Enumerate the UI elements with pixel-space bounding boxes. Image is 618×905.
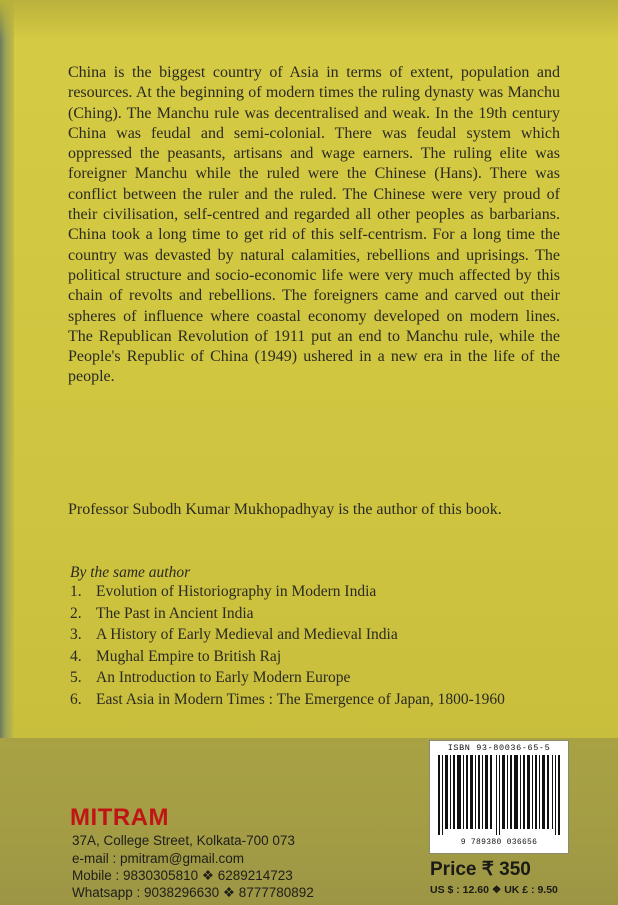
barcode-bars xyxy=(438,755,560,835)
barcode xyxy=(429,740,569,854)
list-item-number: 1. xyxy=(70,583,82,600)
book-blurb: China is the biggest country of Asia in terms of extent, population and resources. At the beginning of modern times the ruling dynasty was Manchu (Ching). The Manchu rule was decentralised and weak. In the 19th century China was feudal and semi-colonial. There was feudal system which oppressed the peasants, artisans and wage earners. The ruling elite was foreigner Manchu while the ruled were the Chinese (Hans). There was conflict between the ruler and the ruled. The Chinese were very proud of their civilisation, self-centred and regarded all other peoples as barbarians. China took a long time to get rid of this self-centrism. For a long time the country was devasted by natural calamities, rebellions and uprisings. The political structure and socio-economic life were very much affected by this chain of revolts and rebellions. The foreigners came and carved out their spheres of influence where coastal economy developed on modern lines. The Republican Revolution of 1911 put an end to Manchu rule, while the People's Republic of China (1949) ushered in a new era in the life of the people. xyxy=(68,64,560,386)
price-label: Price ₹ 350 xyxy=(430,859,531,880)
list-item xyxy=(70,646,570,668)
list-item-number: 4. xyxy=(70,647,82,665)
list-item xyxy=(70,603,570,625)
list-item xyxy=(70,581,570,603)
list-item xyxy=(70,667,570,689)
publisher-address: 37A, College Street, Kolkata-700 073 xyxy=(72,833,295,848)
barcode-number: 9 789380 036656 xyxy=(460,838,538,847)
book-list xyxy=(70,581,570,710)
international-price: US $ : 12.60 ❖ UK £ : 9.50 xyxy=(430,884,558,896)
list-item-number: 6. xyxy=(70,690,82,708)
publisher-whatsapp: Whatsapp : 9038296630 ❖ 8777780892 xyxy=(72,885,314,900)
list-item-title: A History of Early Medieval and Medieval India xyxy=(96,626,398,643)
list-item-title: Evolution of Historiography in Modern India xyxy=(96,583,377,600)
top-shadow xyxy=(0,0,618,40)
list-item-title: East Asia in Modern Times : The Emergence of Japan, 1800-1960 xyxy=(96,690,505,708)
author-statement: Professor Subodh Kumar Mukhopadhyay is the author of this book. xyxy=(68,501,502,518)
list-item-number: 3. xyxy=(70,626,82,643)
list-item-title: An Introduction to Early Modern Europe xyxy=(96,669,351,686)
publisher-email: e-mail : pmitram@gmail.com xyxy=(72,851,244,866)
publisher-logo: MITRAM xyxy=(70,804,169,831)
publisher-mobile: Mobile : 9830305810 ❖ 6289214723 xyxy=(72,868,293,883)
isbn-label: ISBN 93-80036-65-5 xyxy=(447,743,551,753)
list-item xyxy=(70,624,570,646)
list-item-title: The Past in Ancient India xyxy=(96,604,254,622)
list-item-title: Mughal Empire to British Raj xyxy=(96,647,282,665)
list-item-number: 2. xyxy=(70,604,82,622)
list-item-number: 5. xyxy=(70,669,82,686)
same-author-heading: By the same author xyxy=(70,564,191,581)
list-item xyxy=(70,689,570,711)
